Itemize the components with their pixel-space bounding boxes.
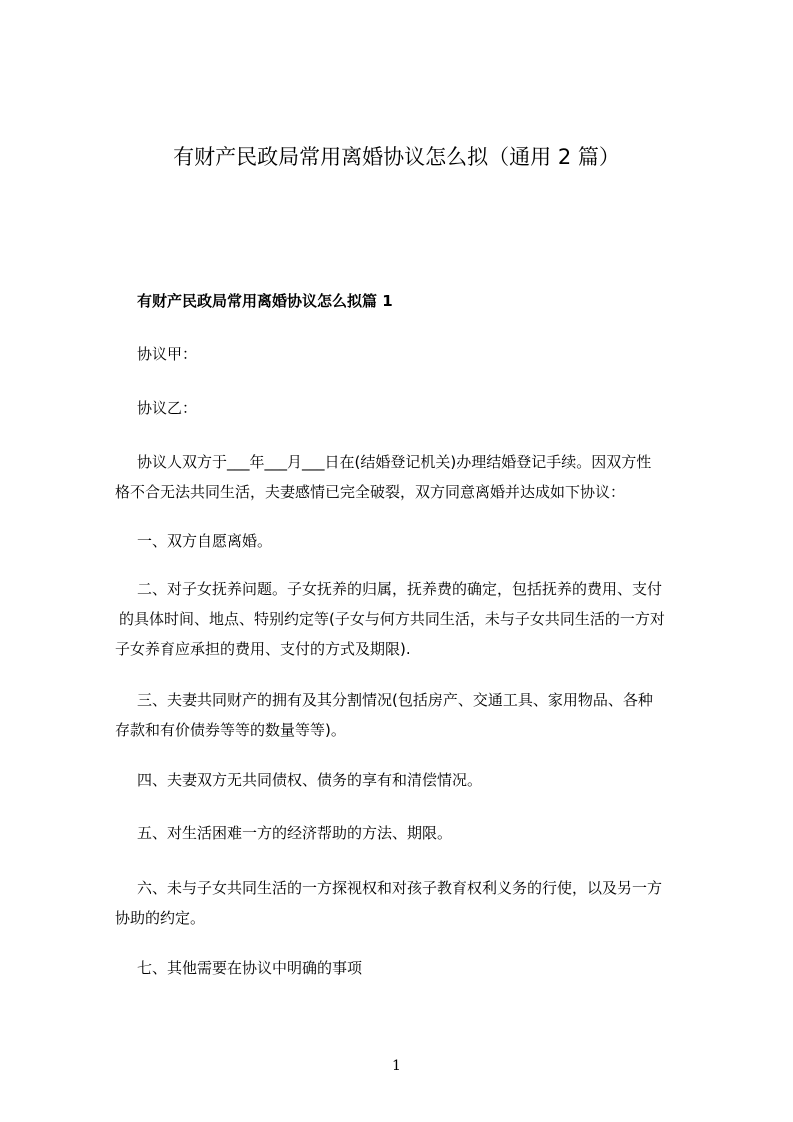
section-heading: 有财产民政局常用离婚协议怎么拟篇 1 [137, 292, 393, 310]
clause-2-line: 子女养育应承担的费用、支付的方式及期限). [115, 640, 411, 658]
clause-3-line: 存款和有价债券等等的数量等等)。 [115, 721, 346, 739]
intro-line: 协议人双方于___年___月___日在(结婚登记机关)办理结婚登记手续。因双方性 [137, 453, 652, 471]
clause-6-line: 协助的约定。 [115, 909, 206, 927]
intro-paragraph [115, 447, 707, 507]
clause-2-line: 二、对子女抚养问题。子女抚养的归属，抚养费的确定，包括抚养的费用、支付 [137, 580, 663, 598]
intro-line: 格不合无法共同生活，夫妻感情已完全破裂，双方同意离婚并达成如下协议： [115, 483, 626, 501]
clause-5: 五、对生活困难一方的经济帮助的方法、期限。 [137, 824, 453, 842]
clause-6 [115, 873, 707, 933]
clause-2 [115, 574, 707, 664]
page-number: 1 [392, 1058, 401, 1074]
clause-7: 七、其他需要在协议中明确的事项 [137, 959, 363, 977]
clause-3 [115, 685, 707, 745]
clause-4: 四、夫妻双方无共同债权、债务的享有和清偿情况。 [137, 771, 483, 789]
clause-1: 一、双方自愿离婚。 [137, 532, 273, 550]
document-title: 有财产民政局常用离婚协议怎么拟（通用 2 篇） [173, 145, 620, 169]
party-b-label: 协议乙： [137, 399, 198, 417]
clause-6-line: 六、未与子女共同生活的一方探视权和对孩子教育权利义务的行使，以及另一方 [137, 879, 663, 897]
clause-2-line: 的具体时间、地点、特别约定等(子女与何方共同生活，未与子女共同生活的一方对 [119, 610, 665, 628]
clause-3-line: 三、夫妻共同财产的拥有及其分割情况(包括房产、交通工具、家用物品、各种 [137, 691, 653, 709]
party-a-label: 协议甲： [137, 345, 198, 363]
